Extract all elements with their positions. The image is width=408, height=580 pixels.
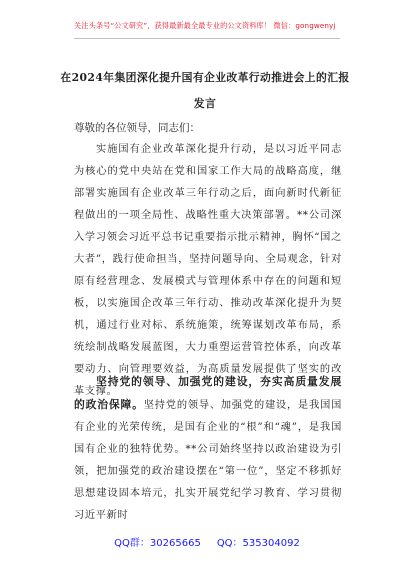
header-banner bbox=[74, 21, 374, 31]
header-banner-text: 关注头条号“公文研究”，获得最新最全最专业的公文资料库！ bbox=[74, 21, 272, 30]
section-body: 坚持党的领导、加强党的建设，是我国国有企业的光荣传统，是国有企业的“根”和“魂”，是我国国有企业的独特优势。**公司始终坚持以政治建设为引领，把加强党的政治建设摆在“第一位”，坚定不移抓好思想建设固本培元，扎实开展党纪学习教育、学习贯彻习近平新时 bbox=[74, 400, 342, 521]
document-title: 在2024年集团深化提升国有企业改革行动推进会上的汇报发言 bbox=[60, 71, 350, 110]
footer-contact bbox=[74, 534, 340, 549]
header-divider bbox=[74, 38, 340, 39]
footer-qq: QQ：535304092 bbox=[216, 538, 300, 549]
footer-qq-group: QQ群：30265665 bbox=[114, 538, 201, 549]
body-paragraph-1: 实施国有企业改革深化提升行动，是以习近平同志为核心的党中央站在党和国家工作大局的战略高度，继部署实施国有企业改革三年行动之后，面向新时代新征程做出的一项全局性、战略性重大决策部署。**公司深入学习领会习近平总书记重要指示批示精神，胸怀“国之大者”，践行使命担当，坚持问题导向、全局观念，针对原有经营理念、发展模式与管理体系中存在的问题和短板，以实施国企改革三年行动、推动改革深化提升为契机，通过行业对标、系统施策，统筹谋划改革布局，系统绘制战略发展蓝图，大力重塑运营管控体系，向改革要动力、向管理要效益，为高质量发展提供了坚实的改革支撑。 bbox=[74, 144, 342, 397]
body-paragraph-2 bbox=[74, 371, 342, 527]
salutation: 尊敬的各位领导，同志们： bbox=[74, 122, 200, 134]
section-heading: 坚持党的领导、加强党的建设，夯实高质量发展的政治保障。 bbox=[74, 375, 342, 411]
header-banner-wechat: 微信：gongwenyj bbox=[273, 21, 336, 30]
